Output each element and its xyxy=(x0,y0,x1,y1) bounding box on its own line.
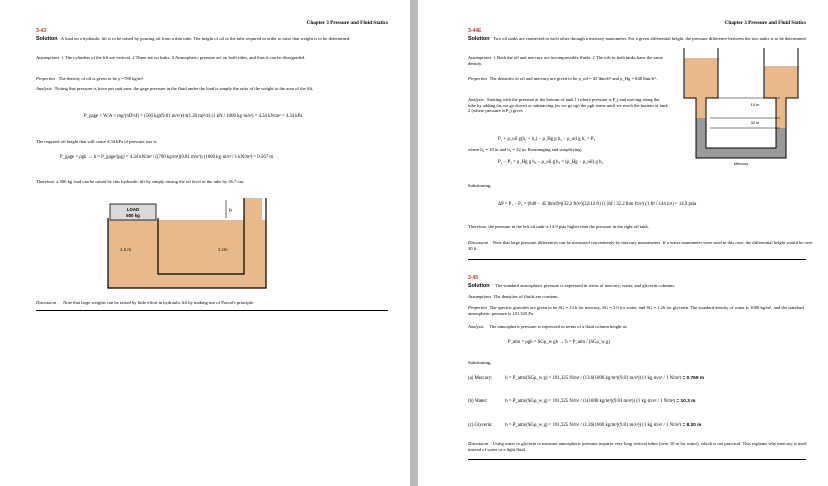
p45-discussion-label: Discussion xyxy=(468,441,489,446)
load-label: LOAD xyxy=(126,207,140,212)
discussion-label: Discussion xyxy=(36,300,57,305)
right-page-rule xyxy=(468,259,806,260)
solution-label: Solution xyxy=(36,36,58,42)
p45-discussion-text: Using water or glycerin to measure atmospheric pressure requires very long vertical tubes (over 10 m for water), which is not practical. This explains why mercury is used instead of water or a light fluid. xyxy=(468,441,807,452)
p45-properties xyxy=(468,305,813,316)
p45-solution xyxy=(468,283,813,290)
p45-row-mercury xyxy=(468,376,704,382)
left-page-rule xyxy=(36,310,388,311)
p44-where-text: where h₁ = 10 in and h₂ = 32 in. Rearranging and simplifying, xyxy=(468,147,582,152)
p45-properties-text: The specific gravities are given to be SG = 13.6 for mercury, SG = 1.0 for water, and SG = 1.26 for glycerin. The standard density of water is 1000 kg/m³, and the standard atmospheric pressure is 101,325 Pa. xyxy=(468,305,804,316)
height-label: h xyxy=(229,208,232,214)
properties-paragraph xyxy=(36,76,388,82)
small-diameter-label: 1 cm xyxy=(218,247,228,252)
p45-solution-text: The standard atmospheric pressure is expressed in terms of mercury, water, and glycerin columns. xyxy=(495,283,676,288)
p44-discussion-text: Note that large pressure differences can be measured conveniently by mercury manometers. If a water manometer were used in this case, the differential height would be over 30 ft. xyxy=(468,240,813,251)
left-page xyxy=(0,0,410,486)
left-tube-oil xyxy=(696,98,706,118)
problem-number: 3-43 xyxy=(36,28,47,34)
p44-conclusion: Therefore, the pressure in the left oil tank is 14.9 psia higher than the pressure in the right oil tank. xyxy=(468,224,649,229)
p45-solution-label: Solution xyxy=(468,283,490,289)
p45-row-result: = 0.769 m xyxy=(682,376,705,381)
p45-assumptions-label: Assumptions xyxy=(468,294,492,299)
analysis-label: Analysis xyxy=(36,86,52,91)
p44-analysis-text: Starting with the pressure at the bottom of tank 1 (where pressure is P₁) and moving along the tube by adding (as we go down) or subtracting (as we go up) the ρgh terms until we reach the bottom of tank 2 (where pressure is P₂) gives xyxy=(468,97,668,114)
load-mass-label: 500 kg xyxy=(126,213,140,218)
problem-number-44: 3-44E xyxy=(468,28,482,34)
hydraulic-lift-figure xyxy=(106,196,296,292)
right-tube-oil xyxy=(776,98,786,128)
p45-row-water xyxy=(468,399,695,405)
problem-number-45: 3-45 xyxy=(468,275,479,281)
properties-label: Properties xyxy=(36,76,56,81)
middle-text: The required oil height that will cause 4.34 kPa of pressure rise is xyxy=(36,139,157,144)
p44-properties-text: The densities of oil and mercury are given to be ρ_oil = 45 lbm/ft³ and ρ_Hg = 848 lbm/ft³. xyxy=(489,76,657,81)
oil-body xyxy=(108,220,266,288)
solution-text: A load on a hydraulic lift is to be raised by pouring oil from a thin tube. The height of oil in the tube required in order to raise that weight is to be determined. xyxy=(60,36,351,41)
manometer-figure xyxy=(680,44,806,166)
p44-delta-p-expression: ΔP = P₁ − P₂ = (848 − 45 lbm/ft³)(32.2 ft/s²)(32/12 ft) (1 lbf / 32.2 lbm·ft/s²) (1 ft² / 144 in²) = 14.9 psia xyxy=(498,202,697,207)
p44-discussion-label: Discussion xyxy=(468,240,489,245)
p45-discussion xyxy=(468,441,813,452)
p45-row-glycerin xyxy=(468,423,701,429)
assumptions-text: 1 The cylinders of the lift are vertical. 2 There are no leaks. 3 Atmospheric pressure act on both sides, and thus it can be disregarded. xyxy=(61,55,306,60)
left-tank-oil xyxy=(684,58,718,98)
analysis-text: Noting that pressure is force per unit area, the gage pressure in the fluid under the load is simply the ratio of the weight to the area of the lift, xyxy=(55,86,314,91)
p44-assumptions xyxy=(468,55,668,66)
right-page-bottom-rule xyxy=(468,459,806,460)
large-diameter-label: 1.2 m xyxy=(120,247,131,252)
right-tank-oil xyxy=(764,66,798,98)
p45-row-expression: h = P_atm/(SGρ_w g) = 101,325 N/m² / (1.26(1000 kg/m³)(9.81 m/s²)) (1 kg·m/s² / 1 N/m²) xyxy=(505,423,682,428)
p44-assumptions-text: 1 Both the oil and mercury are incompressible fluids. 2 The oils in both tanks have the same density. xyxy=(468,55,663,66)
p44-properties xyxy=(468,76,668,82)
p45-row-result: = 8.20 m xyxy=(682,423,702,428)
p44-solution xyxy=(468,36,808,43)
p44-delta-p-equation xyxy=(498,202,696,208)
right-page xyxy=(418,0,828,486)
p44-discussion xyxy=(468,240,813,251)
oil-tube-column xyxy=(244,198,262,220)
p44-substituting: Substituting, xyxy=(468,183,492,188)
p44-assumptions-label: Assumptions xyxy=(468,55,492,60)
bottom-tube-mercury xyxy=(696,148,786,158)
discussion-paragraph xyxy=(36,300,396,306)
h1-label: 10 in xyxy=(750,102,760,107)
p45-assumptions-text: The densities of fluids are constant. xyxy=(493,294,559,299)
p45-row-expression: h = P_atm/(SGρ_w g) = 101,325 N/m² / (13.6(1000 kg/m³)(9.81 m/s²)) (1 kg·m/s² / 1 N/m²) xyxy=(505,376,682,381)
p45-row-label: (a) Mercury: xyxy=(468,376,493,381)
analysis-paragraph xyxy=(36,86,388,92)
page-gutter xyxy=(410,0,418,486)
p44-analysis xyxy=(468,97,668,114)
weight-pressure-equation: P_gage = W/A = mg/(πD²/4) = (500 kg)(9.81 m/s²)/(π(1.20 m)²/4) (1 kN / 1000 kg·m/s²) = 4.34 kN/m² = 4.34 kPa xyxy=(84,114,303,119)
p45-row-expression: h = P_atm/(SGρ_w g) = 101,325 N/m² / (1(1000 kg/m³)(9.81 m/s²)) (1 kg·m/s² / 1 N/m²) xyxy=(505,399,676,404)
discussion-text: Note that large weights can be raised by little effort in hydraulic lift by making use of Pascal's principle. xyxy=(63,300,255,305)
oil-height-equation: P_gage = ρgh → h = P_gage/(ρg) = 4.34 kN/m² / ((780 kg/m³)(9.81 m/s²)) (1000 kg·m/s² / 1 kN/m²) = 0.567 m xyxy=(60,155,274,160)
assumptions-paragraph xyxy=(36,55,388,61)
p45-analysis-label: Analysis xyxy=(468,324,484,329)
p45-row-label: (c) Glycerin: xyxy=(468,423,493,428)
p45-row-label: (b) Water: xyxy=(468,399,488,404)
conclusion-text: Therefore, a 500 kg load can be raised by this hydraulic lift by simply raising the oil level in the tube by 56.7 cm. xyxy=(36,179,245,184)
p44-analysis-label: Analysis xyxy=(468,97,484,102)
p44-rearranged-equation: P₁ − P₂ = ρ_Hg g h₂ − ρ_oil g h₂ = (ρ_Hg − ρ_oil) g h₂ xyxy=(498,160,604,165)
p45-analysis xyxy=(468,324,813,330)
p44-properties-label: Properties xyxy=(468,76,488,81)
h2-label: 32 in xyxy=(750,120,760,125)
p45-substituting: Substituting, xyxy=(468,360,492,365)
left-running-header: Chapter 3 Pressure and Fluid Statics xyxy=(306,20,388,26)
solution-paragraph xyxy=(36,36,388,43)
p44-pressure-balance: P₁ + ρ_oil g(h₁ + h₂) − ρ_Hg g h₂ − ρ_oil g h₁ = P₂ xyxy=(498,137,596,142)
p45-assumptions xyxy=(468,294,813,300)
p45-main-equation: P_atm = ρgh = SGρ_w gh → h = P_atm / (SGρ_w g) xyxy=(508,340,610,345)
right-running-header: Chapter 3 Pressure and Fluid Statics xyxy=(724,20,806,26)
assumptions-label: Assumptions xyxy=(36,55,60,60)
p45-row-result: = 10.3 m xyxy=(676,399,696,404)
properties-text: The density of oil is given to be ρ =780 kg/m³. xyxy=(58,76,145,81)
p44-solution-label: Solution xyxy=(468,36,490,42)
p45-properties-label: Properties xyxy=(468,305,488,310)
mercury-label: Mercury xyxy=(733,161,749,166)
p45-analysis-text: The atmospheric pressure is expressed in terms of a fluid column height as xyxy=(489,324,627,329)
p44-solution-text: Two oil tanks are connected to each other through a mercury manometer. For a given differential height, the pressure difference between the two tanks is to be determined. xyxy=(492,36,807,41)
